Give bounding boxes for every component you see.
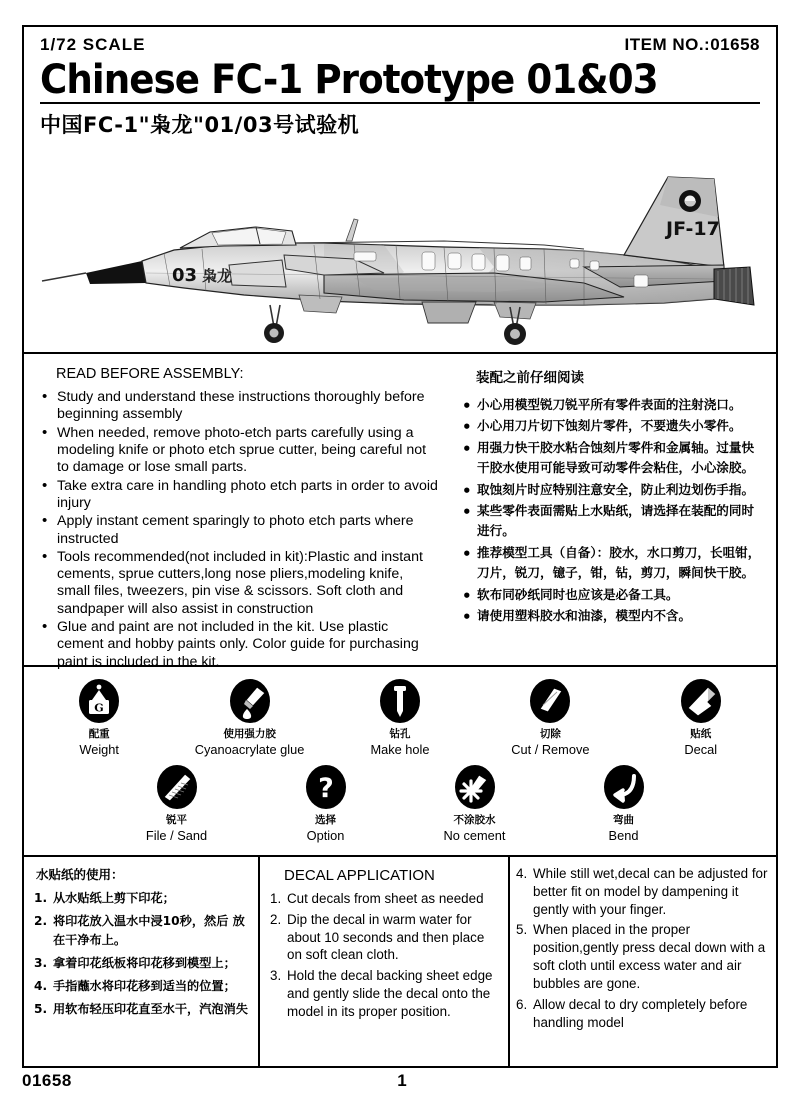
no-cement-icon	[400, 763, 549, 811]
instruction-item: • 某些零件表面需贴上水贴纸，请选择在装配的同时进行。	[462, 501, 762, 542]
step-text: 用软布轻压印花直至水干，汽泡消失	[53, 1001, 248, 1016]
legend-item-cut-remove	[475, 677, 625, 757]
instruction-item: • 软布同砂纸同时也应该是必备工具。	[462, 585, 762, 605]
svg-text:?: ?	[317, 773, 334, 804]
step-number: 6.	[516, 996, 528, 1012]
legend-item-cyanoacrylate-glue	[175, 677, 325, 757]
decal-step	[516, 996, 768, 1032]
decal-title-english: DECAL APPLICATION	[284, 867, 435, 884]
legend-label-en: Cyanoacrylate glue	[194, 742, 305, 757]
instruction-item: • Take extra care in handling photo etch parts in order to avoid injury	[42, 478, 438, 513]
decal-title-chinese: 水贴纸的使用：	[36, 867, 124, 882]
step-number: 4.	[34, 978, 48, 993]
scale-label: 1/72 SCALE	[40, 35, 146, 54]
legend-item-decal	[626, 677, 776, 757]
decal-step	[34, 889, 250, 908]
step-text: When placed in the proper position,gently press decal down with a soft cloth until excess water and air bubbles are gone.	[533, 922, 766, 991]
nose-code-text: 03	[172, 265, 198, 286]
instruction-item: • Glue and paint are not included in the kit. Use plastic cement and hobby paints only. Color guide for purchasing paint is included in the kit.	[42, 619, 438, 671]
legend-label-cn: 配重	[88, 728, 110, 740]
instruction-item: • 推荐模型工具（自备）：胶水，水口剪刀，长咀钳，刀片，锐刀，镱子，钳，钻，剪刀，瞬间快干胶。	[462, 543, 762, 584]
aircraft-profile-drawing	[24, 147, 776, 350]
instruction-item: • Apply instant cement sparingly to photo etch parts where instructed	[42, 513, 438, 548]
legend-label-en: File / Sand	[145, 828, 208, 843]
decal-step	[270, 911, 500, 964]
instruction-item: • When needed, remove photo-etch parts carefully using a modeling knife or photo etch sprue cutter, being careful not to damage or lose small parts.	[42, 425, 438, 477]
legend-item-file-sand	[102, 763, 251, 843]
cut-remove-icon	[475, 677, 625, 725]
footer-page-number: 1	[397, 1071, 407, 1090]
decal-step	[34, 977, 250, 996]
decal-step	[516, 865, 768, 918]
legend-label-en: Make hole	[370, 742, 430, 757]
legend-item-make-hole	[325, 677, 475, 757]
decal-steps-english-left	[270, 890, 500, 1021]
legend-label-cn: 钻孔	[389, 728, 411, 740]
instructions-english-column	[24, 364, 444, 670]
step-text: 手指蘸水将印花移到适当的位置；	[53, 978, 236, 993]
symbol-legend-row-2	[24, 757, 776, 843]
step-text: Cut decals from sheet as needed	[287, 891, 484, 906]
legend-item-bend	[549, 763, 698, 843]
decal-step	[270, 890, 500, 908]
decal-steps-english-right	[516, 865, 768, 1031]
instructions-english-list	[42, 389, 438, 671]
step-number: 3.	[270, 968, 282, 984]
instruction-sheet	[22, 25, 778, 1068]
legend-label-cn: 切除	[539, 728, 561, 740]
symbol-legend-row-1	[24, 677, 776, 757]
legend-label-cn: 不涂胶水	[453, 814, 496, 826]
legend-label-en: Bend	[608, 828, 639, 843]
step-text: 拿着印花纸板将印花移到模型上；	[53, 955, 236, 970]
step-text: Allow decal to dry completely before handling model	[533, 996, 748, 1030]
decal-english-column-right	[510, 857, 776, 1066]
legend-label-cn: 锐平	[166, 814, 187, 826]
instructions-section	[24, 354, 776, 670]
bend-arrow-icon	[549, 763, 698, 811]
weight-jar-icon	[24, 677, 174, 725]
legend-label-en: Weight	[79, 742, 119, 757]
footer-item-code: 01658	[22, 1071, 72, 1090]
decal-application-section	[24, 857, 776, 1066]
decal-steps-chinese	[34, 889, 250, 1018]
instruction-item: • Tools recommended(not included in kit):Plastic and instant cements, sprue cutters,long nose pliers,modeling knife, small files, tweezers, pin vise & scissors. Soft cloth and sandpaper will also assist in construction	[42, 549, 438, 618]
legend-label-cn: 弯曲	[613, 814, 634, 826]
nose-name-text: 枭龙	[202, 267, 233, 285]
sheet-header	[24, 27, 776, 147]
decal-english-column-left	[260, 857, 510, 1066]
decal-step	[34, 912, 250, 950]
step-number: 4.	[516, 866, 528, 881]
legend-label-cn: 使用强力胶	[223, 728, 276, 740]
legend-item-weight	[24, 677, 174, 757]
glue-drop-icon	[175, 677, 325, 725]
decal-chinese-column	[24, 857, 260, 1066]
read-before-assembly-title: READ BEFORE ASSEMBLY:	[56, 366, 244, 382]
decal-sheet-icon	[626, 677, 776, 725]
instructions-chinese-list	[462, 395, 762, 626]
step-number: 3.	[34, 955, 48, 970]
tail-code-text: JF-17	[666, 218, 720, 240]
step-text: Hold the decal backing sheet edge and gently slide the decal onto the model in its proper position.	[287, 968, 493, 1019]
decal-step	[516, 921, 768, 992]
step-number: 2.	[270, 911, 282, 927]
legend-label-en: Option	[306, 828, 345, 843]
legend-label-en: No cement	[443, 828, 506, 843]
decal-step	[34, 1000, 250, 1019]
step-number: 5.	[34, 1001, 48, 1016]
page-title: Chinese FC-1 Prototype 01&03	[40, 57, 658, 103]
symbol-legend-section	[24, 667, 776, 857]
step-text: 从水贴纸上剪下印花；	[53, 891, 175, 905]
legend-label-en: Cut / Remove	[511, 742, 590, 757]
sheet-footer	[22, 1071, 778, 1091]
instruction-item: • 小心用模型锐刀锐平所有零件表面的注射浇口。	[462, 395, 762, 415]
decal-step	[270, 967, 500, 1020]
file-sand-icon	[102, 763, 251, 811]
instruction-item: • 小心用刀片切下蚀刻片零件，不要遗失小零件。	[462, 416, 762, 436]
item-number-label: ITEM NO.:01658	[624, 35, 760, 54]
decal-step	[34, 954, 250, 973]
step-text: While still wet,decal can be adjusted for better fit on model by dampening it gently with your finger.	[533, 866, 768, 917]
instruction-item: • 取蚀刻片时应特别注意安全，防止利边划伤手指。	[462, 480, 762, 500]
question-mark-icon	[251, 763, 400, 811]
step-text: 将印花放入温水中浸10秒，然后 放在干净布上。	[53, 913, 245, 947]
legend-label-en: Decal	[684, 742, 718, 757]
instructions-chinese-column	[444, 364, 776, 657]
legend-item-option	[251, 763, 400, 843]
step-number: 1.	[34, 891, 48, 905]
legend-label-cn: 贴纸	[690, 728, 712, 740]
step-number: 1.	[270, 891, 282, 906]
drill-bit-icon	[325, 677, 475, 725]
legend-label-cn: 选择	[315, 814, 336, 826]
page-title-chinese: 中国FC-1"枭龙"01/03号试验机	[40, 113, 360, 137]
header-top-row	[40, 35, 760, 55]
legend-item-no-cement	[400, 763, 549, 843]
read-before-assembly-title-chinese: 装配之前仔细阅读	[476, 370, 584, 386]
step-text: Dip the decal in warm water for about 10 seconds and then place on soft clean cloth.	[287, 911, 485, 963]
svg-text:G: G	[94, 701, 104, 715]
instruction-item: • Study and understand these instructions thoroughly before beginning assembly	[42, 389, 438, 424]
instruction-item: • 用强力快干胶水粘合蚀刻片零件和金属轴。过量快干胶水使用可能导致可动零件会粘住，小心涂胶。	[462, 438, 762, 479]
instruction-item: • 请使用塑料胶水和油漆，模型内不含。	[462, 606, 762, 626]
step-number: 5.	[516, 922, 528, 938]
aircraft-illustration-panel	[24, 147, 776, 354]
step-number: 2.	[34, 913, 48, 928]
